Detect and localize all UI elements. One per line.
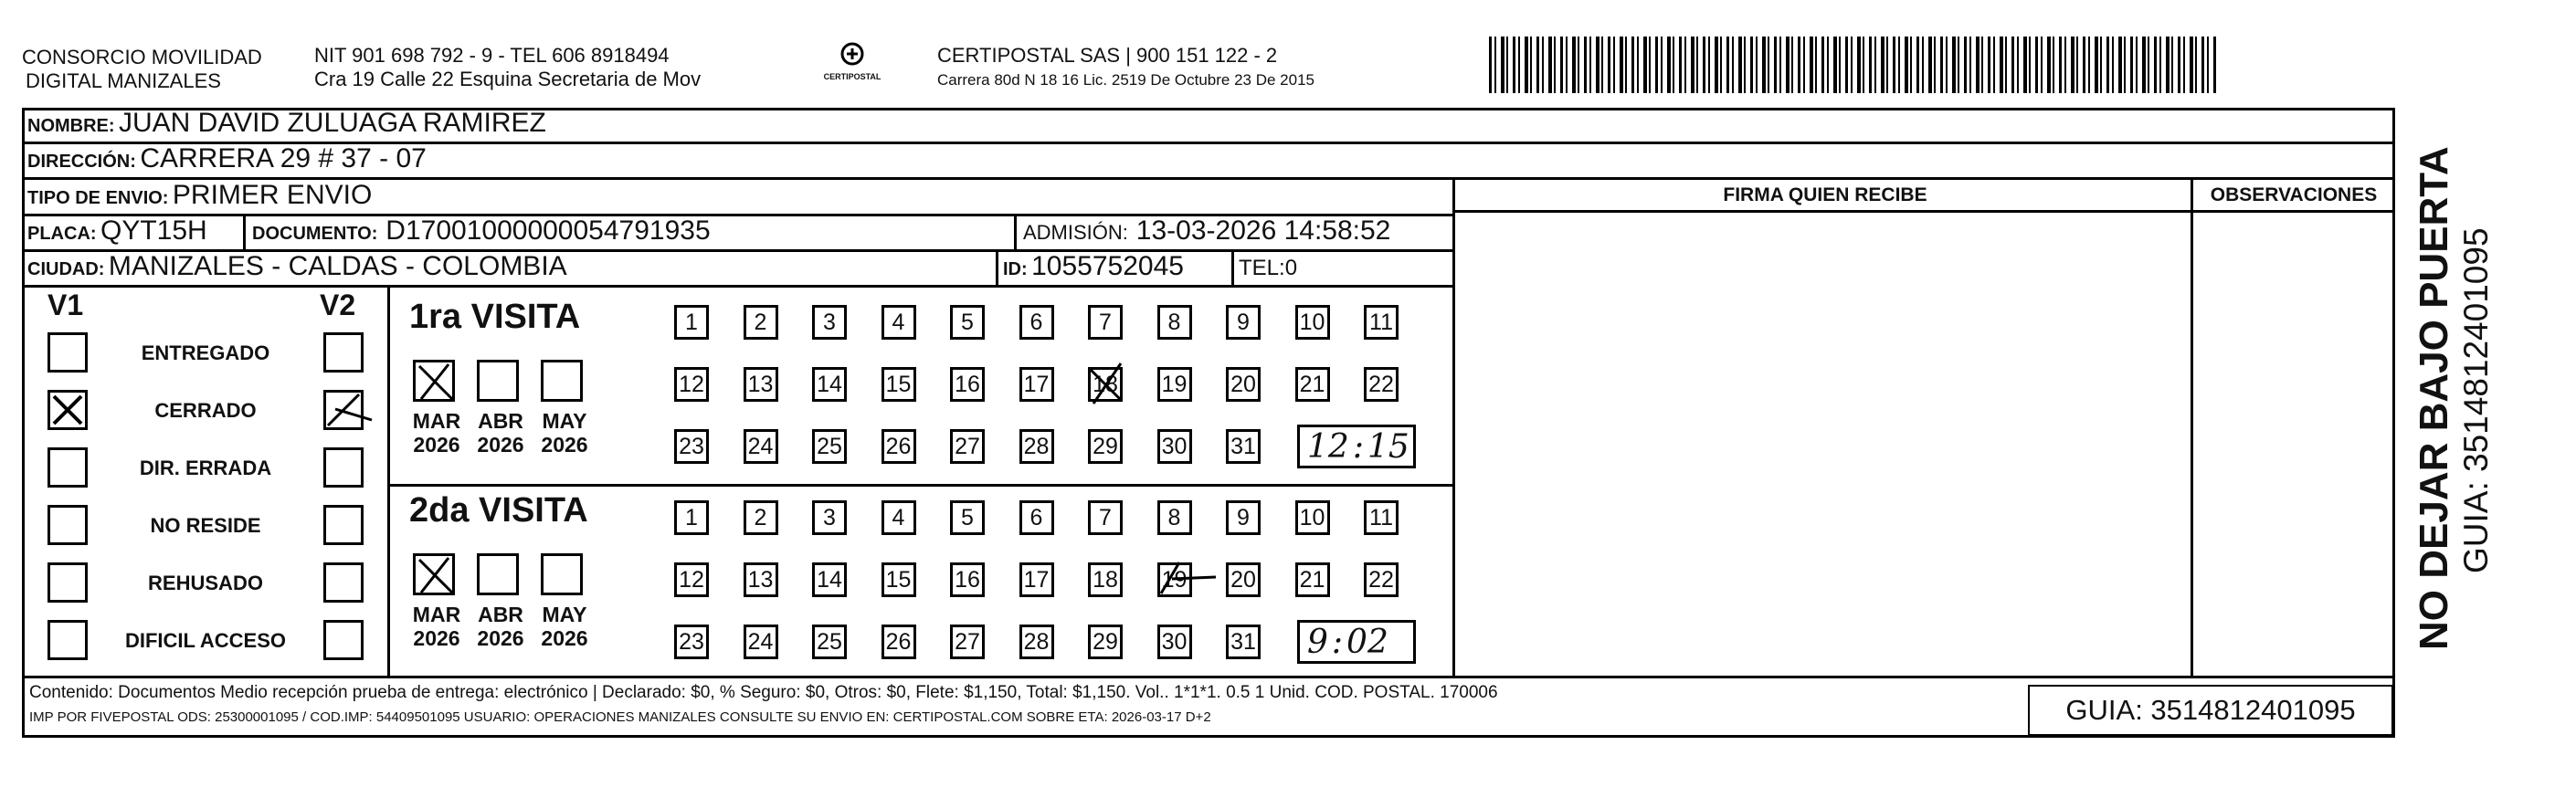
visit1-day-mark [1084,362,1126,412]
visit2-day-16[interactable]: 16 [950,562,985,597]
visit2-day-8[interactable]: 8 [1157,500,1192,535]
admision-row: ADMISIÓN: 13-03-2026 14:58:52 [1023,215,1391,246]
visit1-time-handwritten [1307,429,1409,466]
visit2-month-box-may[interactable] [541,553,583,595]
visit2-year: 2026 [541,626,588,650]
guia-box: GUIA: 3514812401095 [2028,685,2393,736]
visit1-day-23[interactable]: 23 [674,429,709,464]
visit2-day-7[interactable]: 7 [1088,500,1123,535]
visit1-time-box[interactable] [1297,425,1416,468]
visit2-day-24[interactable]: 24 [744,625,778,659]
visit1-day-20[interactable]: 20 [1226,367,1261,402]
time-colon: : [1352,428,1364,466]
visit2-day-18[interactable]: 18 [1088,562,1123,597]
firma-header: FIRMA QUIEN RECIBE [1723,184,1927,205]
status-label-dir-errada: DIR. ERRADA [139,457,272,479]
visit2-title: 2da VISITA [409,491,588,530]
visit1-day-30[interactable]: 30 [1157,429,1192,464]
visit2-day-30[interactable]: 30 [1157,625,1192,659]
courier-info: CERTIPOSTAL SAS | 900 151 122 - 2 Carrera 80d N 18 16 Lic. 2519 De Octubre 23 De 2015 [937,44,1314,89]
v1-checkbox-no-reside[interactable] [48,505,88,545]
certipostal-logo: CERTIPOSTAL [811,40,893,81]
v2-checkbox-dificil-acceso[interactable] [323,620,364,660]
visit2-day-14[interactable]: 14 [812,562,847,597]
visit2-day-17[interactable]: 17 [1019,562,1054,597]
visit1-day-4[interactable]: 4 [882,305,916,340]
visit1-day-8[interactable]: 8 [1157,305,1192,340]
visit1-day-27[interactable]: 27 [950,429,985,464]
visit1-day-5[interactable]: 5 [950,305,985,340]
visit1-day-18[interactable]: 18 [1088,367,1123,402]
id-row: ID: 1055752045 [1003,251,1184,281]
time-hour: 12 [1307,428,1349,466]
visit1-day-24[interactable]: 24 [744,429,778,464]
visit1-day-26[interactable]: 26 [882,429,916,464]
status-label-rehusado: REHUSADO [148,572,263,594]
visit2-day-28[interactable]: 28 [1019,625,1054,659]
visit1-year: 2026 [413,433,460,457]
visit2-day-mark [1154,557,1218,607]
tipo-envio-value: PRIMER ENVIO [172,180,373,210]
side-guia-text: GUIA: 3514812401095 [2457,227,2495,573]
visit2-day-25[interactable]: 25 [812,625,847,659]
placa-value: QYT15H [100,215,207,246]
visit1-day-15[interactable]: 15 [882,367,916,402]
v1-checkbox-dir-errada[interactable] [48,447,88,488]
visit1-day-28[interactable]: 28 [1019,429,1054,464]
visit1-title: 1ra VISITA [409,298,581,336]
visit1-month-may: MAY [542,409,587,433]
visit1-month-mar: MAR [412,409,461,433]
visit1-day-2[interactable]: 2 [744,305,778,340]
visit2-month-box-abr[interactable] [477,553,519,595]
status-label-no-reside: NO RESIDE [150,514,261,537]
visit2-day-27[interactable]: 27 [950,625,985,659]
v1-checkbox-rehusado[interactable] [48,562,88,603]
visit1-day-17[interactable]: 17 [1019,367,1054,402]
footer-contenido: Contenido: Documentos Medio recepción prueba de entrega: electrónico | Declarado: $0, % Seguro: $0, Otros: $0, Flete: $1,150, Total: $1,150. Vol.. 1*1*1. 0.5 1 Unid. COD. POSTAL. 170006 [29,683,1498,702]
visit1-day-10[interactable]: 10 [1295,305,1330,340]
no-dejar-text: NO DEJAR BAJO PUERTA [2412,146,2456,650]
visit1-day-13[interactable]: 13 [744,367,778,402]
visit1-day-29[interactable]: 29 [1088,429,1123,464]
visit2-day-1[interactable]: 1 [674,500,709,535]
status-label-cerrado: CERRADO [154,399,257,422]
v1-header: V1 [48,289,84,321]
v1-checkbox-cerrado[interactable] [48,390,88,430]
visit2-day-13[interactable]: 13 [744,562,778,597]
v2-checkbox-cerrado[interactable] [323,390,364,430]
time-minute: 15 [1367,428,1409,466]
visit2-day-23[interactable]: 23 [674,625,709,659]
status-label-dificil-acceso: DIFICIL ACCESO [124,629,286,652]
visit1-day-7[interactable]: 7 [1088,305,1123,340]
time-colon: : [1331,624,1344,661]
visit1-day-11[interactable]: 11 [1364,305,1399,340]
visit2-time-handwritten [1307,625,1388,661]
company-contact: NIT 901 698 792 - 9 - TEL 606 8918494 Cra 19 Calle 22 Esquina Secretaria de Mov [314,44,702,90]
admision-value: 13-03-2026 14:58:52 [1135,215,1391,246]
footer-imp: IMP POR FIVEPOSTAL ODS: 25300001095 / COD.IMP: 54409501095 USUARIO: OPERACIONES MANIZALES CONSULTE SU ENVIO EN: CERTIPOSTAL.COM SOBRE ETA: 2026-03-17 D+2 [29,709,1211,725]
visit2-day-10[interactable]: 10 [1295,500,1330,535]
id-value: 1055752045 [1031,251,1184,281]
v2-checkbox-dir-errada[interactable] [323,447,364,488]
visit2-day-19[interactable]: 19 [1157,562,1192,597]
ciudad-value: MANIZALES - CALDAS - COLOMBIA [108,251,567,281]
v2-checkbox-rehusado[interactable] [323,562,364,603]
visit1-day-6[interactable]: 6 [1019,305,1054,340]
observaciones-header: OBSERVACIONES [2210,184,2378,205]
visit2-year: 2026 [477,626,524,650]
visit2-day-6[interactable]: 6 [1019,500,1054,535]
visit2-day-22[interactable]: 22 [1364,562,1399,597]
visit1-month-box-abr[interactable] [477,360,519,402]
tel-row: TEL:0 [1239,256,1298,280]
time-minute: 02 [1346,624,1388,661]
barcode [1489,37,2216,93]
visit2-day-26[interactable]: 26 [882,625,916,659]
visit1-day-25[interactable]: 25 [812,429,847,464]
visit2-day-15[interactable]: 15 [882,562,916,597]
visit2-month-box-mar[interactable] [413,553,455,595]
visit2-month-may: MAY [542,603,587,626]
visit2-day-20[interactable]: 20 [1226,562,1261,597]
v2-header: V2 [320,289,356,321]
visit2-time-box[interactable] [1297,620,1416,664]
visit1-day-22[interactable]: 22 [1364,367,1399,402]
nombre-row: NOMBRE: JUAN DAVID ZULUAGA RAMIREZ [27,108,546,138]
v1-checkbox-dificil-acceso[interactable] [48,620,88,660]
visit2-month-mar: MAR [412,603,461,626]
visit1-month-box-may[interactable] [541,360,583,402]
visit1-day-14[interactable]: 14 [812,367,847,402]
visit2-day-29[interactable]: 29 [1088,625,1123,659]
visit1-year: 2026 [477,433,524,457]
visit2-day-3[interactable]: 3 [812,500,847,535]
v1-checkbox-entregado[interactable] [48,332,88,373]
visit1-day-19[interactable]: 19 [1157,367,1192,402]
time-hour: 9 [1307,624,1328,661]
visit1-day-21[interactable]: 21 [1295,367,1330,402]
v2-checkbox-no-reside[interactable] [323,505,364,545]
visit1-year: 2026 [541,433,588,457]
tipo-envio-row: TIPO DE ENVIO: PRIMER ENVIO [27,180,373,210]
visit1-month-abr: ABR [478,409,523,433]
nombre-value: JUAN DAVID ZULUAGA RAMIREZ [119,108,546,138]
ciudad-row: CIUDAD: MANIZALES - CALDAS - COLOMBIA [27,251,567,281]
visit2-day-31[interactable]: 31 [1226,625,1261,659]
visit1-day-3[interactable]: 3 [812,305,847,340]
direccion-row: DIRECCIÓN: CARRERA 29 # 37 - 07 [27,143,427,173]
visit2-day-4[interactable]: 4 [882,500,916,535]
status-label-entregado: ENTREGADO [141,341,270,364]
visit1-month-box-mar[interactable] [413,360,455,402]
visit2-day-9[interactable]: 9 [1226,500,1261,535]
tel-value: 0 [1284,256,1298,280]
company-name: CONSORCIO MOVILIDAD DIGITAL MANIZALES [22,46,262,92]
visit2-day-5[interactable]: 5 [950,500,985,535]
visit2-month-abr: ABR [478,603,523,626]
v2-checkbox-entregado[interactable] [323,332,364,373]
direccion-value: CARRERA 29 # 37 - 07 [140,143,427,173]
visit1-day-1[interactable]: 1 [674,305,709,340]
visit2-day-11[interactable]: 11 [1364,500,1399,535]
visit2-year: 2026 [413,626,460,650]
documento-row: DOCUMENTO: D17001000000054791935 [252,215,711,246]
placa-row: PLACA: QYT15H [27,215,207,246]
visit1-day-31[interactable]: 31 [1226,429,1261,464]
visit1-day-16[interactable]: 16 [950,367,985,402]
visit2-day-2[interactable]: 2 [744,500,778,535]
visit2-day-21[interactable]: 21 [1295,562,1330,597]
documento-value: D17001000000054791935 [385,215,711,246]
visit2-day-12[interactable]: 12 [674,562,709,597]
visit1-day-12[interactable]: 12 [674,367,709,402]
visit1-day-9[interactable]: 9 [1226,305,1261,340]
